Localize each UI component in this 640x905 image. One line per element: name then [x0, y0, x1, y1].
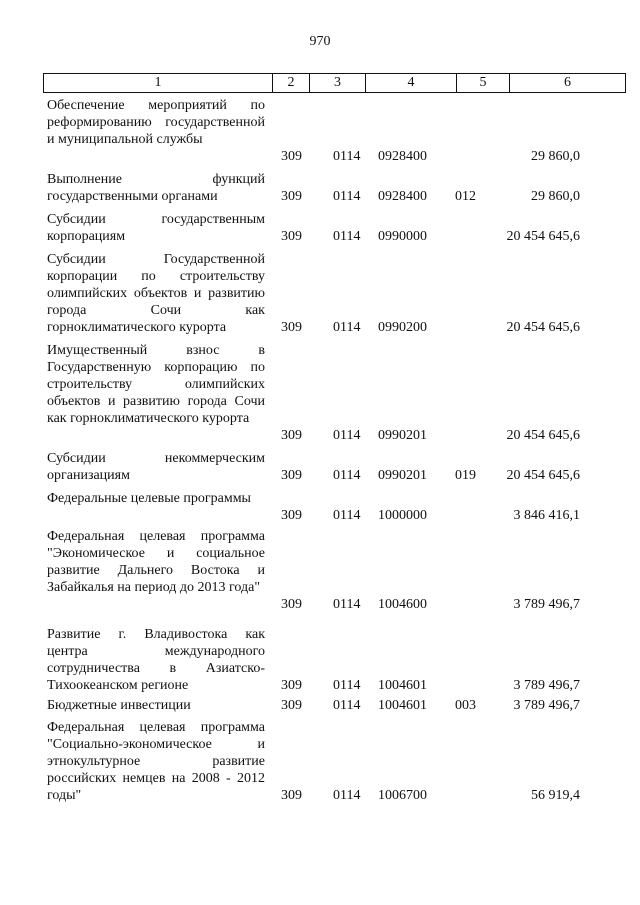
row-col2: 309 — [281, 189, 302, 204]
row-col2: 309 — [281, 597, 302, 612]
row-col2: 309 — [281, 508, 302, 523]
row-col3: 0114 — [333, 788, 361, 803]
row-col6: 20 454 645,6 — [506, 229, 580, 244]
row-col4: 0928400 — [378, 189, 427, 204]
row-description: Федеральная целевая программа "Социально-экономическое и этнокультурное развитие российских немцев на 2008 - 2012 годы" — [47, 720, 265, 803]
table-row — [47, 626, 607, 694]
row-col4: 1004600 — [378, 597, 427, 612]
row-col6: 3 789 496,7 — [513, 597, 580, 612]
row-col6: 29 860,0 — [531, 189, 580, 204]
table-row — [47, 211, 607, 245]
row-col3: 0114 — [333, 468, 361, 483]
row-col4: 0990201 — [378, 468, 427, 483]
row-col4: 0990000 — [378, 229, 427, 244]
row-col4: 1000000 — [378, 508, 427, 523]
row-col3: 0114 — [333, 698, 361, 713]
row-col2: 309 — [281, 320, 302, 335]
table-row — [47, 450, 607, 484]
row-col6: 3 846 416,1 — [513, 508, 580, 523]
row-col6: 56 919,4 — [531, 788, 580, 803]
table-row — [47, 97, 607, 165]
row-col2: 309 — [281, 788, 302, 803]
table-row — [47, 719, 607, 804]
row-col2: 309 — [281, 428, 302, 443]
row-col2: 309 — [281, 698, 302, 713]
row-col3: 0114 — [333, 597, 361, 612]
row-col4: 1004601 — [378, 678, 427, 693]
row-col5: 019 — [455, 468, 476, 483]
row-col2: 309 — [281, 229, 302, 244]
row-col6: 29 860,0 — [531, 149, 580, 164]
row-description: Субсидии некоммерческим организациям — [47, 451, 265, 483]
column-header-4: 4 — [366, 74, 457, 93]
row-description: Субсидии Государственной корпорации по строительству олимпийских объектов и развитию города Сочи как горноклиматического курорта — [47, 252, 265, 335]
column-header-3: 3 — [310, 74, 366, 93]
row-col4: 0928400 — [378, 149, 427, 164]
row-col6: 20 454 645,6 — [506, 468, 580, 483]
table-row — [47, 697, 607, 714]
column-header-6: 6 — [510, 74, 626, 93]
row-col5: 003 — [455, 698, 476, 713]
table-row — [47, 490, 607, 524]
row-col3: 0114 — [333, 678, 361, 693]
row-description: Обеспечение мероприятий по реформированию государственной и муниципальной службы — [47, 98, 265, 147]
row-description: Выполнение функций государственными органами — [47, 172, 265, 204]
row-col3: 0114 — [333, 189, 361, 204]
row-col4: 1004601 — [378, 698, 427, 713]
row-col2: 309 — [281, 678, 302, 693]
row-description: Бюджетные инвестиции — [47, 698, 191, 713]
row-col6: 20 454 645,6 — [506, 428, 580, 443]
column-header-1: 1 — [44, 74, 273, 93]
row-col6: 20 454 645,6 — [506, 320, 580, 335]
row-col3: 0114 — [333, 320, 361, 335]
row-col2: 309 — [281, 149, 302, 164]
row-description: Имущественный взнос в Государственную корпорацию по строительству олимпийских объектов и развитию города Сочи как горноклиматического курорта — [47, 343, 265, 426]
column-header-5: 5 — [457, 74, 510, 93]
row-description: Развитие г. Владивостока как центра международного сотрудничества в Азиатско-Тихоокеанском регионе — [47, 627, 265, 693]
column-header-table — [43, 73, 626, 93]
row-col4: 0990200 — [378, 320, 427, 335]
row-col2: 309 — [281, 468, 302, 483]
column-header-2: 2 — [273, 74, 310, 93]
row-description: Субсидии государственным корпорациям — [47, 212, 265, 244]
row-col4: 0990201 — [378, 428, 427, 443]
row-description: Федеральная целевая программа "Экономическое и социальное развитие Дальнего Востока и Забайкалья на период до 2013 года" — [47, 529, 265, 595]
row-col3: 0114 — [333, 428, 361, 443]
row-col6: 3 789 496,7 — [513, 698, 580, 713]
row-description: Федеральные целевые программы — [47, 491, 251, 506]
table-row — [47, 342, 607, 444]
row-col6: 3 789 496,7 — [513, 678, 580, 693]
page-number: 970 — [309, 34, 331, 49]
row-col5: 012 — [455, 189, 476, 204]
row-col4: 1006700 — [378, 788, 427, 803]
row-col3: 0114 — [333, 508, 361, 523]
table-row — [47, 171, 607, 205]
table-row — [47, 528, 607, 613]
row-col3: 0114 — [333, 149, 361, 164]
row-col3: 0114 — [333, 229, 361, 244]
table-row — [47, 251, 607, 336]
